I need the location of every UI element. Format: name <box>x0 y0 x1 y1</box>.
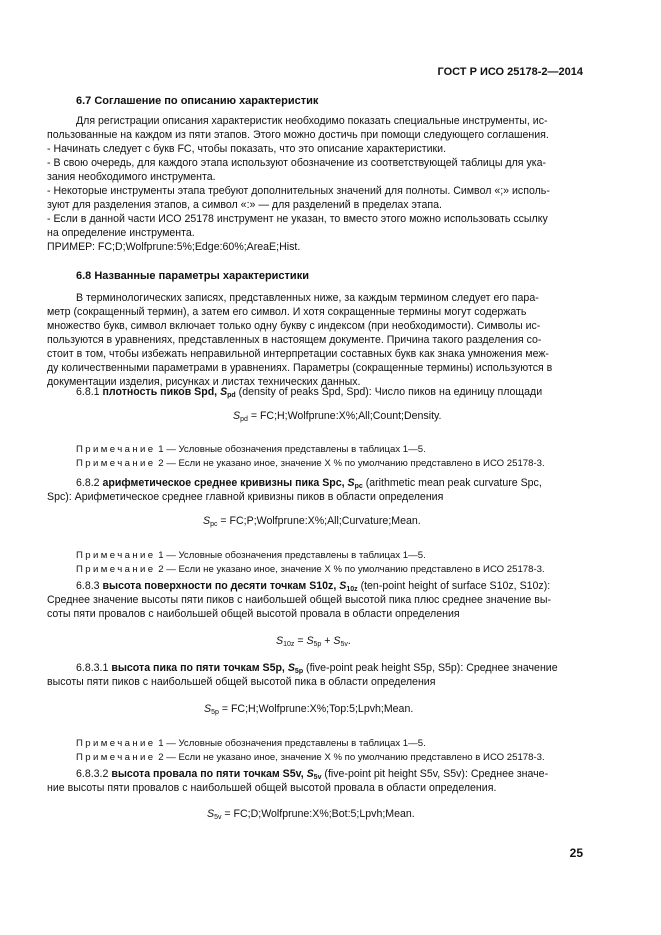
s68-paragraph-line: пользуются в уравнениях, представленных в настоящем документе. Причина такого разделения со- <box>47 334 542 346</box>
formula-spd: $S_{pd}$ = FC;H;Wolfprune:X%;All;Count;Density. <box>233 410 442 423</box>
term-spc: 6.8.2 арифметическое среднее кривизны пика Spc, $S_{pc}$ (arithmetic mean peak curvature Spc, <box>76 477 542 490</box>
note-2: Примечание 2 — Если не указано иное, значение X % по умолчанию представлено в ИСО 25178-3. <box>76 752 545 763</box>
note-1: Примечание 1 — Условные обозначения представлены в таблицах 1—5. <box>76 550 426 561</box>
note-1: Примечание 1 — Условные обозначения представлены в таблицах 1—5. <box>76 444 426 455</box>
s67-line: пользованные на каждом из пяти этапов. Этого можно достичь при помощи следующего соглашения. <box>47 129 549 141</box>
s67-line: - Начинать следует с букв FC, чтобы показать, что это описание характеристики. <box>47 143 447 155</box>
document-code: ГОСТ Р ИСО 25178-2—2014 <box>437 66 583 78</box>
s68-paragraph-line: ду количественными параметрами в уравнениях. Параметры (сокращенные термины) используются в <box>47 362 553 374</box>
note-1: Примечание 1 — Условные обозначения представлены в таблицах 1—5. <box>76 738 426 749</box>
term-s10z: 6.8.3 высота поверхности по десяти точкам S10z, $S_{10z}$ (ten-point height of surface S10z, S10z): <box>76 580 551 593</box>
note-2: Примечание 2 — Если не указано иное, значение X % по умолчанию представлено в ИСО 25178-3. <box>76 458 545 469</box>
page-number: 25 <box>569 846 583 860</box>
s67-line: на определение инструмента. <box>47 227 195 239</box>
term-number: 6.8.1 <box>76 386 100 398</box>
term-s5p: 6.8.3.1 высота пика по пяти точкам S5p, $S_{5p}$ (five-point peak height S5p, S5p): Среднее значение <box>76 662 558 675</box>
s67-line: Для регистрации описания характеристик необходимо показать специальные инструменты, ис- <box>76 115 548 127</box>
s68-paragraph-line: метр (сокращенный термин), а затем его символ. И хотя сокращенные термины могут содержать <box>47 306 527 318</box>
s67-line: зания необходимого инструмента. <box>47 171 216 183</box>
term-s5v-line2: ние высоты пяти провалов с наибольшей общей высотой провала в области определения. <box>47 782 497 794</box>
note-2: Примечание 2 — Если не указано иное, значение X % по умолчанию представлено в ИСО 25178-3. <box>76 564 545 575</box>
s67-line: - Некоторые инструменты этапа требуют дополнительных значений для полноты. Символ «;» исполь- <box>47 185 550 197</box>
term-spc-line2: Spc): Арифметическое среднее главной кривизны пиков в области определения <box>47 491 444 503</box>
term-name: плотность пиков Spd, <box>102 386 218 398</box>
formula-spc: $S_{pc}$ = FC;P;Wolfprune:X%;All;Curvature;Mean. <box>203 515 421 528</box>
s67-line: - В свою очередь, для каждого этапа используют обозначение из соответствующей таблицы для ука- <box>47 157 547 169</box>
formula-s10z: $S_{10z} = S_{5p} + S_{5v}$. <box>276 635 351 648</box>
term-s10z-line2: Среднее значение высоты пяти пиков с наибольшей общей высотой пика плюс среднее значение вы- <box>47 594 552 606</box>
formula-s5v: $S_{5v}$ = FC;D;Wolfprune:X%;Bot:5;Lpvh;Mean. <box>207 808 415 821</box>
s68-paragraph-line: стоит в том, чтобы избежать неправильной интерпретации составных букв как знака умножения меж- <box>47 348 549 360</box>
s67-line: зуют для разделения этапов, а символ «:» — для разделений в пределах этапа. <box>47 199 442 211</box>
s68-paragraph-line: множество букв, символ включает только одну букву с индексом (при необходимости). Символы ис- <box>47 320 541 332</box>
s67-example: ПРИМЕР: FC;D;Wolfprune:5%;Edge:60%;AreaE;Hist. <box>47 241 301 253</box>
formula-s5p: $S_{5p}$ = FC;H;Wolfprune:X%;Top:5;Lpvh;Mean. <box>204 703 414 716</box>
s68-paragraph-line: документации изделия, рисунках и листах технических данных. <box>47 376 361 388</box>
section-6-8-title: 6.8 Названные параметры характеристики <box>76 270 309 282</box>
term-spd: 6.8.1 плотность пиков Spd, $S_{pd}$ (density of peaks Spd, Spd): Число пиков на единицу площади <box>76 386 543 399</box>
section-6-7-title: 6.7 Соглашение по описанию характеристик <box>76 95 319 107</box>
term-s5p-line2: высоты пяти пиков с наибольшей общей высотой пика в области определения <box>47 676 436 688</box>
term-s10z-line3: соты пяти провалов с наибольшей общей высотой провала в области определения <box>47 608 460 620</box>
term-s5v: 6.8.3.2 высота провала по пяти точкам S5v, $S_{5v}$ (five-point pit height S5v, S5v): Среднее значе- <box>76 768 549 781</box>
s67-line: - Если в данной части ИСО 25178 инструмент не указан, то вместо этого можно использовать ссылку <box>47 213 548 225</box>
s68-paragraph-line: В терминологических записях, представленных ниже, за каждым термином следует его пара- <box>76 292 539 304</box>
